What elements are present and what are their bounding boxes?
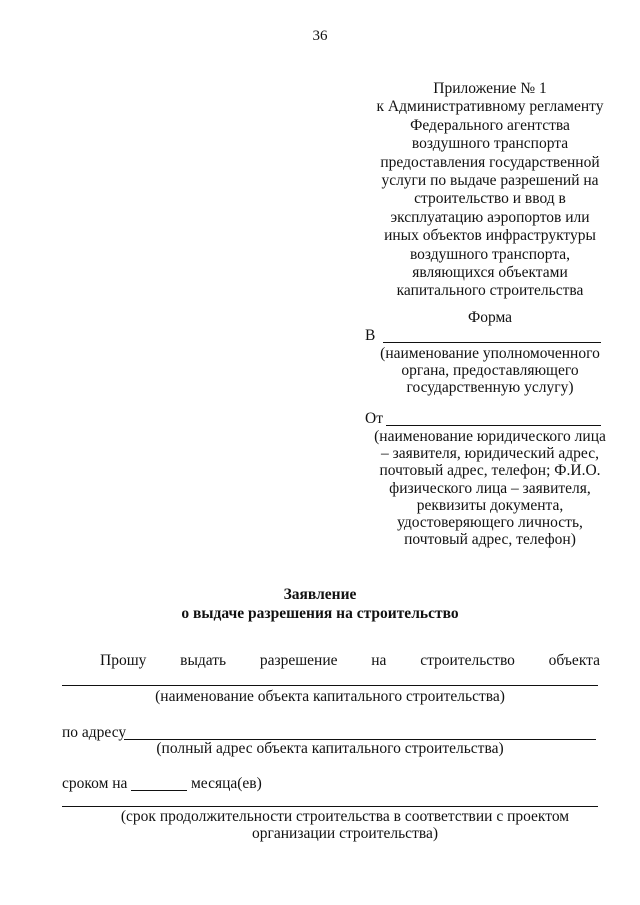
caption-line: почтовый адрес, телефон) [404, 531, 576, 549]
to-prefix: В [365, 327, 376, 344]
appendix-line: предоставления государственной [380, 153, 600, 171]
caption-line: – заявителя, юридический адрес, [381, 445, 599, 463]
caption-line: органа, предоставляющего [401, 362, 579, 380]
appendix-line: строительство и ввод в [414, 190, 566, 208]
term-months-field[interactable] [131, 790, 187, 791]
request-word: выдать [180, 652, 227, 669]
appendix-line: воздушного транспорта [411, 135, 569, 153]
term-suffix: месяца(ев) [191, 775, 262, 792]
caption-line: физического лица – заявителя, [389, 479, 591, 497]
appendix-line: Приложение № 1 [433, 80, 547, 97]
object-name-field[interactable] [62, 685, 598, 686]
title-line-2: о выдаче разрешения на строительство [181, 605, 459, 622]
form-label: Форма [467, 309, 513, 326]
request-word: на [371, 652, 387, 669]
appendix-line: эксплуатацию аэропортов или [390, 208, 590, 226]
request-word: Прошу [100, 652, 147, 669]
caption-line: государственную услугу) [406, 379, 574, 397]
request-word: объекта [548, 652, 600, 669]
from-prefix: От [365, 410, 383, 427]
from-applicant-field[interactable] [386, 425, 601, 426]
term-caption [0, 808, 640, 842]
caption-line: (срок продолжительности строительства в соответствии с проектом [120, 808, 570, 825]
term-justification-field[interactable] [62, 806, 598, 807]
caption-line: (наименование уполномоченного [380, 345, 600, 362]
caption-line: организации строительства) [252, 825, 438, 843]
from-caption [340, 428, 640, 548]
term-prefix: сроком на [62, 775, 128, 792]
appendix-line: являющихся объектами [412, 264, 568, 282]
appendix-line: капитального строительства [396, 282, 584, 300]
caption-line: (наименование юридического лица [374, 428, 606, 445]
request-word: строительство [420, 652, 515, 669]
appendix-line: к Административному регламенту [376, 98, 604, 116]
address-label: по адресу [62, 724, 127, 741]
caption-line: удостоверяющего личность, [397, 514, 583, 532]
document-title [0, 585, 640, 623]
title-line-1: Заявление [283, 586, 357, 603]
appendix-line: услуги по выдаче разрешений на [381, 172, 599, 190]
appendix-line: воздушного транспорта, [409, 245, 571, 263]
appendix-line: Федерального агентства [410, 116, 570, 134]
to-caption [340, 345, 640, 397]
appendix-header [340, 80, 640, 301]
request-word: разрешение [259, 652, 338, 669]
request-line [100, 652, 600, 670]
to-recipient-field[interactable] [383, 342, 601, 343]
caption-line: почтовый адрес, телефон; Ф.И.О. [379, 462, 601, 480]
address-caption: (полный адрес объекта капитального строительства) [156, 740, 504, 757]
page-number: 36 [312, 28, 328, 44]
caption-line: реквизиты документа, [416, 496, 564, 514]
appendix-line: иных объектов инфраструктуры [384, 227, 596, 245]
object-caption: (наименование объекта капитального строительства) [155, 688, 505, 705]
